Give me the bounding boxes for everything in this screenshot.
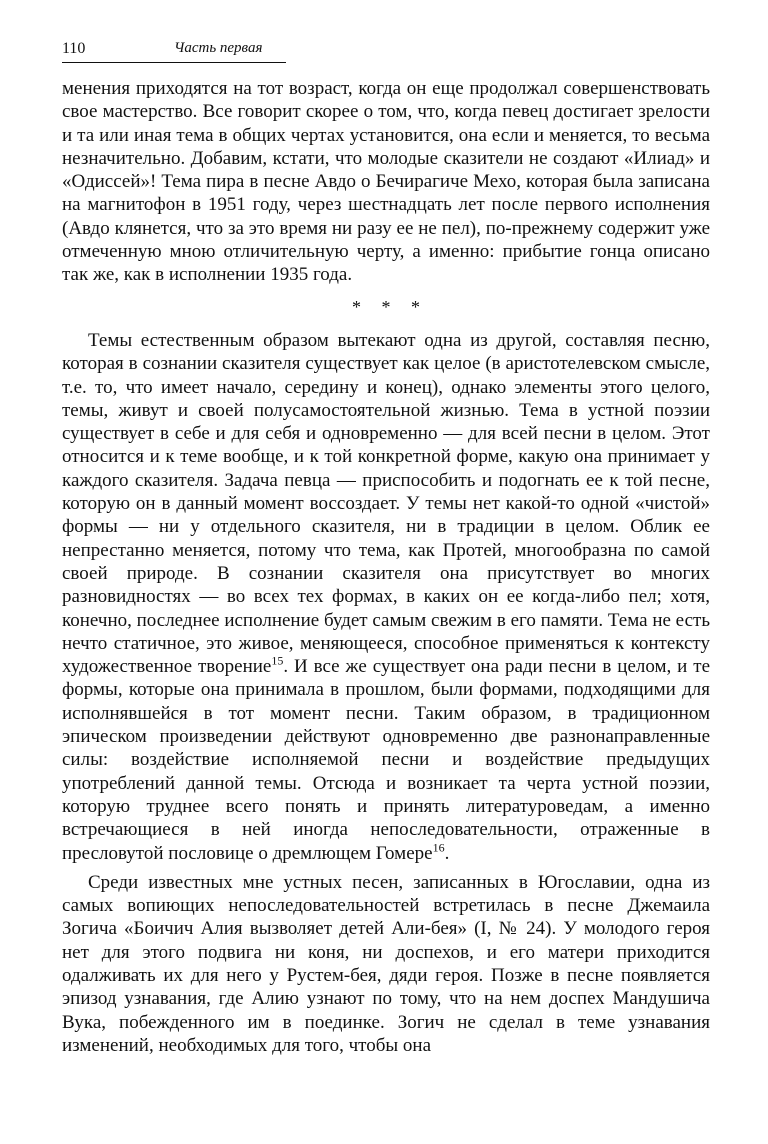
running-title: Часть первая — [174, 40, 263, 56]
footnote-marker-15: 15 — [271, 653, 284, 668]
paragraph-themes-text-c: . — [444, 842, 450, 864]
page-body — [62, 77, 710, 1057]
page-number: 110 — [62, 40, 86, 57]
header-rule — [62, 62, 286, 63]
paragraph-themes-text-a: Темы естественным образом вытекают одна из другой, составляя песню, которая в сознании сказителя существует как целое (в аристотелевском смысле, т.е. то, что имеет начало, середину и конец), однако элементы этого целого, темы, живут и своей полусамостоятельной жизнью. Тема в устной поэзии существует в себе и для себя и одновременно — для всей песни в целом. Этот относится и к теме вообще, и к той конкретной форме, какую она принимает у каждого сказителя. Задача певца — приспособить и подогнать ее к той песне, которую он в данный момент воссоздает. У темы нет какой-то одной «чистой» формы — ни у отдельного сказителя, ни в традиции в целом. Облик ее непрестанно меняется, потому что тема, как Протей, многообразна по самой своей природе. В сознании сказителя она присутствует во многих разновидностях — во всех тех формах, в каких он ее когда-либо пел; хотя, конечно, последнее исполнение будет самым свежим в его памяти. Тема не есть нечто статичное, это живое, меняющееся, способное применяться к контексту художественное творение — [62, 329, 710, 678]
book-page — [62, 38, 710, 1057]
section-separator: * * * — [352, 296, 428, 317]
paragraph-themes-text-b: . И все же существует она ради песни в целом, и те формы, которые она принимала в прошлом, были формами, подходящими для исполнявшейся в тот момент песни. Таким образом, в традиционном эпическом произведении действуют одновременно две разнонаправленные силы: воздействие исполняемой песни и воздействие предыдущих употреблений данной темы. Отсюда и возникает та черта устной поэзии, которую труднее всего понять и принять литературоведам, а именно встречающиеся в ней иногда непоследовательности, отраженные в пресловутой пословице о дремлющем Гомере — [62, 656, 710, 864]
footnote-marker-16: 16 — [432, 840, 445, 855]
page-header — [62, 38, 710, 62]
paragraph-continued: менения приходятся на тот возраст, когда он еще продолжал совершенствовать свое мастерство. Все говорит скорее о том, что, когда певец достигает зрелости и та или иная тема в общих чертах установится, она если и меняется, то весьма незначительно. Добавим, кстати, что молодые сказители не создают «Илиад» и «Одиссей»! Тема пира в песне Авдо о Бечирагиче Мехо, которая была записана на магнитофон в 1951 году, через шестнадцать лет после первого исполнения (Авдо клянется, что за это время ни разу ее не пел), по-прежнему содержит уже отмеченную мною отличительную черту, а именно: прибытие гонца описано так же, как в исполнении 1935 года. — [62, 78, 710, 286]
paragraph-zogic: Среди известных мне устных песен, записанных в Югославии, одна из самых вопиющих непоследовательностей встретилась в песне Джемаила Зогича «Боичич Алия вызволяет детей Али-бея» (I, № 24). У молодого героя нет для этого подвига ни коня, ни доспехов, и его матери приходится одалживать их для него у Рустем-бея, дяди героя. Позже в песне появляется эпизод узнавания, где Алию узнают по тому, что на нем доспех Мандушича Вука, побежденного им в поединке. Зогич не сделал в теме узнавания изменений, необходимых для того, чтобы она — [62, 871, 710, 1056]
paragraph-themes — [62, 329, 710, 865]
